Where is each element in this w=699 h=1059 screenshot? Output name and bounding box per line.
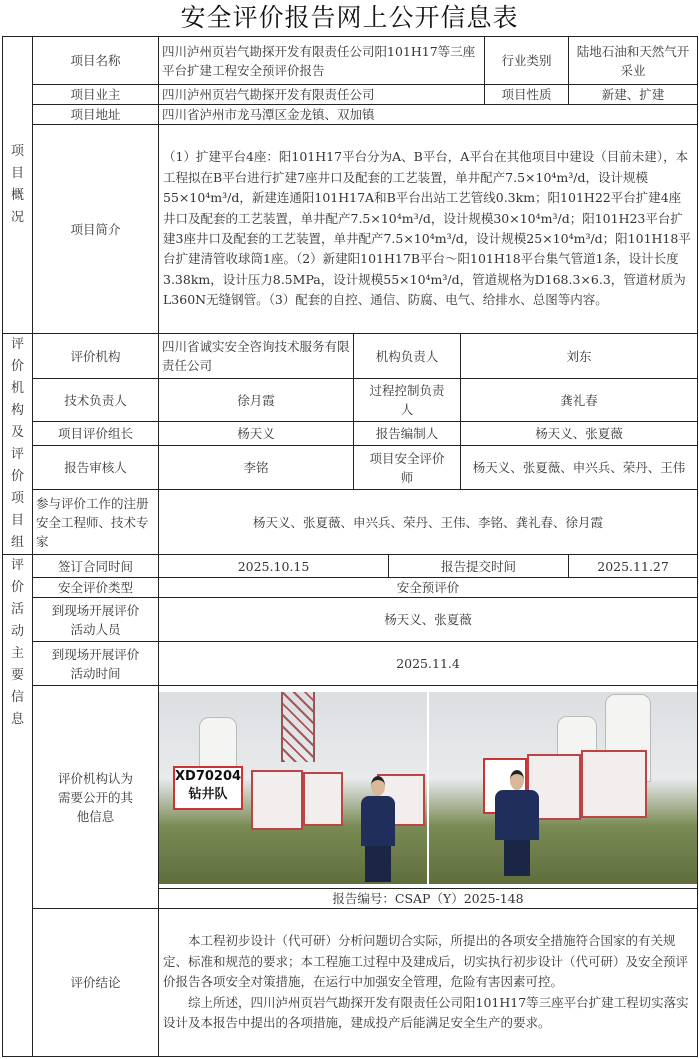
label-engineers: 参与评价工作的注册安全工程师、技术专家 bbox=[33, 490, 159, 555]
contract-date: 2025.10.15 bbox=[159, 555, 389, 578]
address: 四川省泸州市龙马潭区金龙镇、双加镇 bbox=[159, 105, 698, 125]
project-name: 四川泸州页岩气勘探开发有限责任公司阳101H17等三座平台扩建工程安全预评价报告 bbox=[159, 37, 485, 85]
section-activity: 评价活动主要信息 bbox=[3, 555, 33, 1057]
label-contract: 签订合同时间 bbox=[33, 555, 159, 578]
label-visit-date: 到现场开展评价活动时间 bbox=[33, 642, 159, 686]
evaluators: 杨天义、张夏薇、申兴兵、荣丹、王伟 bbox=[461, 446, 698, 490]
label-nature: 项目性质 bbox=[485, 85, 569, 105]
conclusion-paragraph-2: 综上所述，四川泸州页岩气勘探开发有限责任公司阳101H17等三座平台扩建工程切实落实设计及本报告中提出的各项措施，建成投产后能满足安全生产的要求。 bbox=[163, 994, 689, 1031]
label-tech: 技术负责人 bbox=[33, 379, 159, 422]
label-process: 过程控制负责人 bbox=[354, 379, 461, 422]
label-intro: 项目简介 bbox=[33, 125, 159, 334]
nature: 新建、扩建 bbox=[569, 85, 698, 105]
conclusion-paragraph-1: 本工程初步设计（代可研）分析问题切合实际，所提出的各项安全措施符合国家的有关规定、标准和规范的要求；本工程施工过程中及建成后，切实执行初步设计（代可研）及安全预评价报告各项安全对策措施，在运行中加强安全管理，危险有害因素可控。 bbox=[163, 933, 689, 990]
visit-date: 2025.11.4 bbox=[159, 642, 698, 686]
page-title: 安全评价报告网上公开信息表 bbox=[180, 3, 519, 32]
section-agency: 评价机构及评价项目组 bbox=[3, 334, 33, 555]
owner: 四川泸州页岩气勘探开发有限责任公司 bbox=[159, 85, 485, 105]
label-industry: 行业类别 bbox=[485, 37, 569, 85]
label-author: 报告编制人 bbox=[354, 422, 461, 446]
staff: 杨天义、张夏薇 bbox=[159, 598, 698, 642]
person-figure bbox=[361, 776, 395, 882]
report-number: 报告编号：CSAP（Y）2025-148 bbox=[159, 889, 698, 909]
head: 刘东 bbox=[461, 334, 698, 379]
site-photo-2 bbox=[429, 692, 697, 884]
label-other-info: 评价机构认为需要公开的其他信息 bbox=[33, 686, 159, 909]
label-evaluators: 项目安全评价师 bbox=[354, 446, 461, 490]
site-photos bbox=[159, 686, 697, 886]
reviewer: 李铭 bbox=[159, 446, 354, 490]
project-intro: （1）扩建平台4座：阳101H17平台分为A、B平台，A平台在其他项目中建设（目前未建），本工程拟在B平台进行扩建7座井口及配套的工艺装置，单井配产7.5×10⁴m³/d，设计规模55×10⁴m³/d，新建连通阳101H17A和B平台出站工艺管线0.3km；阳101H22平台扩建4座井口及配套的工艺装置，单井配产7.5×10⁴m³/d，设计规模30×10⁴m³/d；阳101H23平台扩建3座井口及配套的工艺装置，单井配产7.5×10⁴m³/d，设计规模25×10⁴m³/d；阳101H18平台扩建清管收球筒1座。（2）新建阳101H17B平台～阳101H18平台集气管道1条，设计长度3.38km，设计压力8.5MPa，设计规模55×10⁴m³/d，管道规格为D168.3×6.3，管道材质为L360N无缝钢管。（3）配套的自控、通信、防腐、电气、给排水、总图等内容。 bbox=[159, 125, 698, 334]
label-org: 评价机构 bbox=[33, 334, 159, 379]
label-type: 安全评价类型 bbox=[33, 578, 159, 598]
label-submit: 报告提交时间 bbox=[389, 555, 569, 578]
engineers: 杨天义、张夏薇、申兴兵、荣丹、王伟、李铭、龚礼春、徐月霞 bbox=[159, 490, 698, 555]
eval-type: 安全预评价 bbox=[159, 578, 698, 598]
author: 杨天义、张夏薇 bbox=[461, 422, 698, 446]
label-project-name: 项目名称 bbox=[33, 37, 159, 85]
tech: 徐月霞 bbox=[159, 379, 354, 422]
label-staff: 到现场开展评价活动人员 bbox=[33, 598, 159, 642]
label-head: 机构负责人 bbox=[354, 334, 461, 379]
label-conclusion: 评价结论 bbox=[33, 909, 159, 1057]
drilling-team-sign: XD70204 钻井队 bbox=[173, 766, 243, 810]
info-table bbox=[2, 36, 698, 1057]
label-leader: 项目评价组长 bbox=[33, 422, 159, 446]
leader: 杨天义 bbox=[159, 422, 354, 446]
section-project-overview: 项目概况 bbox=[3, 37, 33, 334]
conclusion bbox=[159, 909, 698, 1057]
label-reviewer: 报告审核人 bbox=[33, 446, 159, 490]
submit-date: 2025.11.27 bbox=[569, 555, 698, 578]
site-photo-1 bbox=[159, 692, 427, 884]
label-owner: 项目业主 bbox=[33, 85, 159, 105]
industry: 陆地石油和天然气开采业 bbox=[569, 37, 698, 85]
label-address: 项目地址 bbox=[33, 105, 159, 125]
person-figure bbox=[495, 770, 539, 876]
org: 四川省诚实安全咨询技术服务有限责任公司 bbox=[159, 334, 354, 379]
process: 龚礼春 bbox=[461, 379, 698, 422]
